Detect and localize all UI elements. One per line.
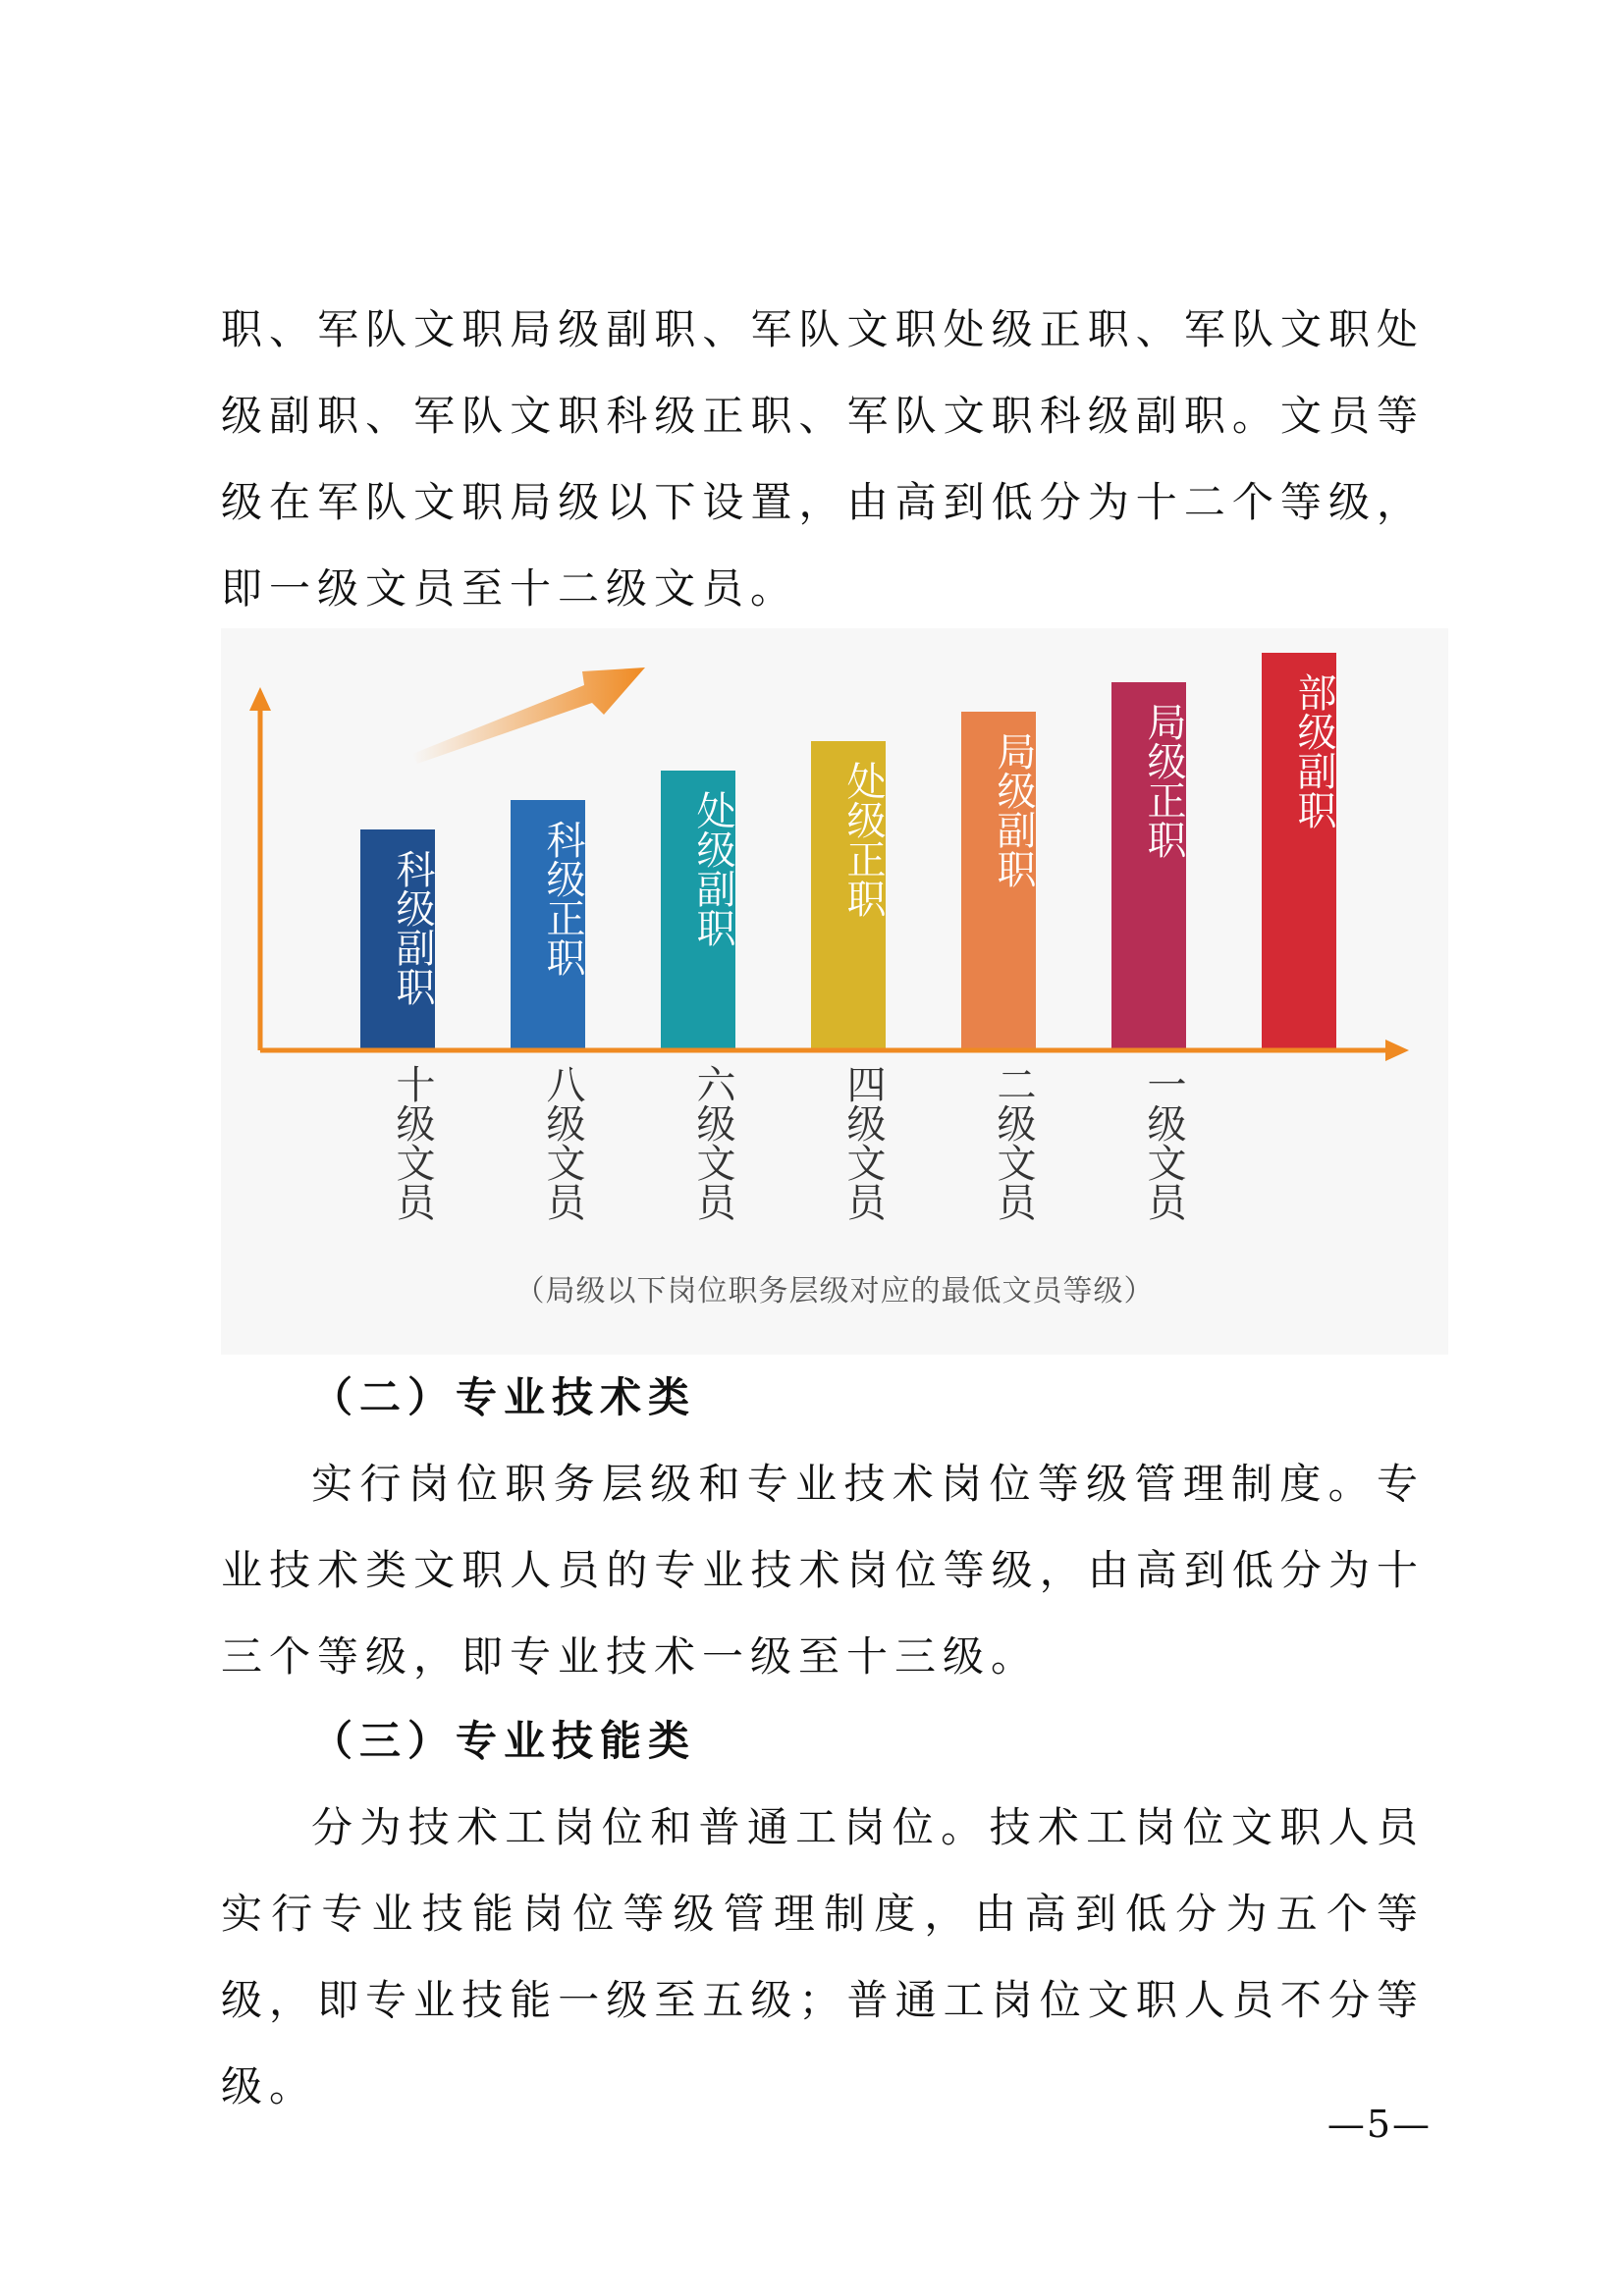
y-axis-arrowhead (249, 687, 271, 711)
rank-level-figure (221, 628, 1448, 1355)
level-label: 四级文员 (840, 1064, 886, 1221)
bar-label: 处级副职 (690, 790, 735, 947)
bar-label: 处级正职 (840, 761, 886, 918)
level-label: 二级文员 (991, 1064, 1036, 1221)
level-label: 一级文员 (1141, 1064, 1186, 1221)
paragraph-professional-technical: 实行岗位职务层级和专业技术岗位等级管理制度。专业技术类文职人员的专业技术岗位等级，由高到低分为十三个等级，即专业技术一级至十三级。 (221, 1460, 1425, 1681)
bar-label: 科级正职 (540, 820, 585, 977)
heading-professional-skill: （三）专业技能类 (311, 1717, 697, 1765)
level-label: 八级文员 (540, 1064, 585, 1221)
bar-label: 局级正职 (1141, 702, 1186, 859)
bar-label: 局级副职 (991, 731, 1036, 888)
bar-label: 科级副职 (390, 849, 435, 1006)
level-label: 六级文员 (690, 1064, 735, 1221)
paragraph-professional-skill: 分为技术工岗位和普通工岗位。技术工岗位文职人员实行专业技能岗位等级管理制度，由高到低分为五个等级，即专业技能一级至五级；普通工岗位文职人员不分等级。 (221, 1803, 1425, 2110)
trend-arrow (412, 667, 645, 764)
bar-label: 部级副职 (1291, 672, 1336, 829)
level-label: 十级文员 (390, 1064, 435, 1221)
heading-professional-technical: （二）专业技术类 (311, 1373, 697, 1421)
figure-caption: （局级以下岗位职务层级对应的最低文员等级） (514, 1274, 1155, 1308)
x-axis-arrowhead (1385, 1040, 1409, 1061)
page-number: —5— (1326, 2103, 1432, 2146)
paragraph-military-civil-ranks: 职、军队文职局级副职、军队文职处级正职、军队文职处级副职、军队文职科级正职、军队文职科级副职。文员等级在军队文职局级以下设置，由高到低分为十二个等级，即一级文员至十二级文员。 (221, 305, 1425, 613)
